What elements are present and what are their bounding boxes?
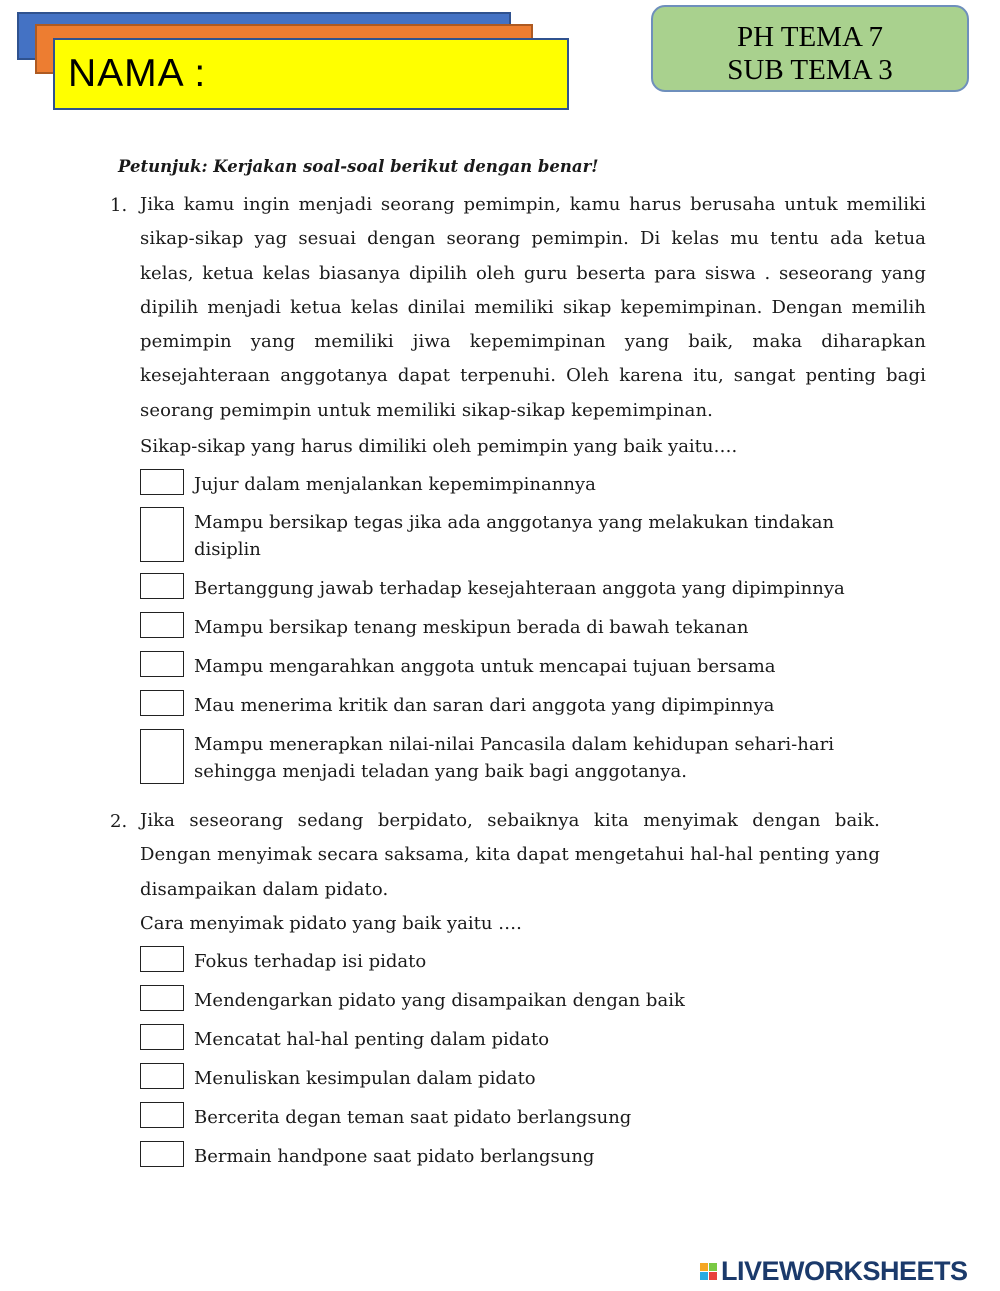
logo-square xyxy=(709,1272,717,1280)
answer-checkbox[interactable] xyxy=(140,1102,184,1128)
option-label: Mau menerima kritik dan saran dari anggota yang dipimpinnya xyxy=(194,695,775,716)
option-label: Mampu bersikap tenang meskipun berada di bawah tekanan xyxy=(194,617,749,638)
theme-line-2: SUB TEMA 3 xyxy=(727,54,893,86)
option-label: Mampu bersikap tegas jika ada anggotanya yang melakukan tindakan disiplin xyxy=(194,512,835,560)
option-label: Menuliskan kesimpulan dalam pidato xyxy=(194,1068,536,1089)
theme-line-1: PH TEMA 7 xyxy=(736,21,884,53)
option-label: Fokus terhadap isi pidato xyxy=(194,951,427,972)
option-label: Jujur dalam menjalankan kepemimpinannya xyxy=(194,474,596,495)
answer-checkbox[interactable] xyxy=(140,1024,184,1050)
answer-checkbox[interactable] xyxy=(140,690,184,716)
option-label: Bercerita degan teman saat pidato berlangsung xyxy=(194,1107,632,1128)
question-1-number: 1. xyxy=(110,195,128,216)
question-1-paragraph: Jika kamu ingin menjadi seorang pemimpin, kamu harus berusaha untuk memiliki sikap-sikap yag sesuai dengan seorang pemimpin. Di kelas mu tentu ada ketua kelas, ketua kelas biasanya dipilih oleh guru beserta para siswa . seseorang yang dipilih menjadi ketua kelas dinilai memiliki sikap kepemimpinan. Dengan memilih pemimpin yang memiliki jiwa kepemimpinan yang baik, maka diharapkan kesejahteraan anggotanya dapat terpenuhi. Oleh karena itu, sangat penting bagi seorang pemimpin untuk memiliki sikap-sikap kepemimpinan. xyxy=(140,194,926,421)
logo-square xyxy=(700,1272,708,1280)
option-label: Mencatat hal-hal penting dalam pidato xyxy=(194,1029,550,1050)
answer-checkbox[interactable] xyxy=(140,651,184,677)
logo-square xyxy=(709,1263,717,1271)
answer-checkbox[interactable] xyxy=(140,507,184,562)
logo-text: LIVEWORKSHEETS xyxy=(721,1255,968,1286)
name-label: NAMA : xyxy=(68,52,207,95)
question-1-prompt: Sikap-sikap yang harus dimiliki oleh pemimpin yang baik yaitu…. xyxy=(140,436,738,457)
answer-checkbox[interactable] xyxy=(140,469,184,495)
option-label: Bermain handpone saat pidato berlangsung xyxy=(194,1146,595,1167)
instruction-text: Petunjuk: Kerjakan soal-soal berikut dengan benar! xyxy=(118,157,599,176)
question-2-prompt: Cara menyimak pidato yang baik yaitu …. xyxy=(140,913,522,934)
option-label: Mampu menerapkan nilai-nilai Pancasila dalam kehidupan sehari-hari sehingga menjadi teladan yang baik bagi anggotanya. xyxy=(194,734,834,782)
theme-badge xyxy=(651,5,969,92)
answer-checkbox[interactable] xyxy=(140,946,184,972)
option-label: Bertanggung jawab terhadap kesejahteraan anggota yang dipimpinnya xyxy=(194,578,845,599)
question-2-number: 2. xyxy=(110,811,128,832)
question-2-paragraph: Jika seseorang sedang berpidato, sebaiknya kita menyimak dengan baik. Dengan menyimak secara saksama, kita dapat mengetahui hal-hal penting yang disampaikan dalam pidato. xyxy=(140,810,880,900)
option-label: Mampu mengarahkan anggota untuk mencapai tujuan bersama xyxy=(194,656,776,677)
answer-checkbox[interactable] xyxy=(140,612,184,638)
liveworksheets-logo xyxy=(700,1256,968,1286)
logo-mark-icon xyxy=(700,1263,717,1280)
answer-checkbox[interactable] xyxy=(140,1141,184,1167)
option-label: Mendengarkan pidato yang disampaikan dengan baik xyxy=(194,990,685,1011)
answer-checkbox[interactable] xyxy=(140,985,184,1011)
logo-square xyxy=(700,1263,708,1271)
answer-checkbox[interactable] xyxy=(140,1063,184,1089)
answer-checkbox[interactable] xyxy=(140,729,184,784)
answer-checkbox[interactable] xyxy=(140,573,184,599)
